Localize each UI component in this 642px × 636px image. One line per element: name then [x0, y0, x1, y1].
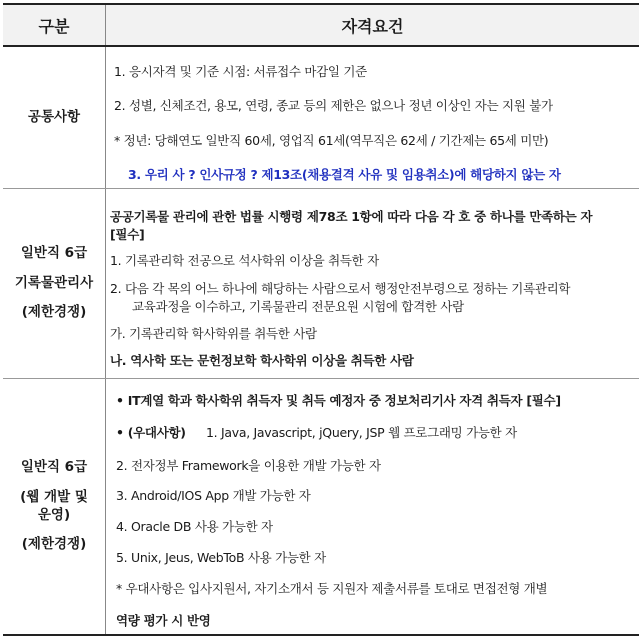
- list-item: 1. 응시자격 및 기준 시점: 서류접수 마감일 기준: [114, 64, 367, 79]
- table-header: [3, 3, 639, 47]
- list-item: 역량 평가 시 반영: [116, 613, 211, 628]
- table-row-records-manager: [3, 189, 639, 379]
- list-item: 나. 역사학 또는 문헌정보학 학사학위 이상을 취득한 사람: [110, 353, 414, 368]
- requirements-table: [3, 3, 639, 636]
- header-category: 구분: [3, 5, 106, 45]
- list-item: 2. 전자정부 Framework을 이용한 개발 가능한 자: [116, 458, 381, 473]
- list-item: 공공기록물 관리에 관한 법률 시행령 제78조 1항에 따라 다음 각 호 중 하나를 만족하는 자: [110, 209, 593, 224]
- requirements-common: [106, 47, 639, 188]
- list-item: 교육과정을 이수하고, 기록물관리 전문요원 시험에 합격한 사람: [132, 299, 464, 314]
- category-common: 공통사항: [3, 47, 106, 188]
- category-records-manager: 일반직 6급 기록물관리사 (제한경쟁): [3, 189, 106, 378]
- table-row-common: [3, 47, 639, 189]
- list-item: • IT계열 학과 학사학위 취득자 및 취득 예정자 중 정보처리기사 자격 취득자 [필수]: [116, 393, 561, 408]
- requirements-records-manager: [106, 189, 639, 378]
- list-item: 가. 기록관리학 학사학위를 취득한 사람: [110, 326, 317, 341]
- list-item: 2. 성별, 신체조건, 용모, 연령, 종교 등의 제한은 없으나 정년 이상인 자는 지원 불가: [114, 98, 553, 113]
- list-item: 5. Unix, Jeus, WebToB 사용 가능한 자: [116, 550, 326, 565]
- list-item: [필수]: [110, 227, 145, 242]
- table-row-web-dev: [3, 379, 639, 636]
- list-item: 4. Oracle DB 사용 가능한 자: [116, 519, 273, 534]
- category-web-dev: 일반직 6급 (웹 개발 및 운영) (제한경쟁): [3, 379, 106, 634]
- list-item: 1. 기록관리학 전공으로 석사학위 이상을 취득한 자: [110, 253, 379, 268]
- list-item: 3. 우리 사 ? 인사규정 ? 제13조(채용결격 사유 및 임용취소)에 해당하지 않는 자: [128, 167, 561, 182]
- list-item: 1. Java, Javascript, jQuery, JSP 웹 프로그래밍 가능한 자: [206, 425, 517, 440]
- header-requirements: 자격요건: [341, 16, 404, 36]
- list-item: • (우대사항): [116, 425, 186, 440]
- list-item: 2. 다음 각 목의 어느 하나에 해당하는 사람으로서 행정안전부령으로 정하는 기록관리학: [110, 281, 571, 296]
- requirements-web-dev: [106, 379, 639, 634]
- list-item: 3. Android/IOS App 개발 가능한 자: [116, 488, 311, 503]
- list-item: * 우대사항은 입사지원서, 자기소개서 등 지원자 제출서류를 토대로 면접전형 개별: [116, 581, 548, 596]
- list-item: * 정년: 당해연도 일반직 60세, 영업직 61세(역무직은 62세 / 기간제는 65세 미만): [114, 133, 549, 148]
